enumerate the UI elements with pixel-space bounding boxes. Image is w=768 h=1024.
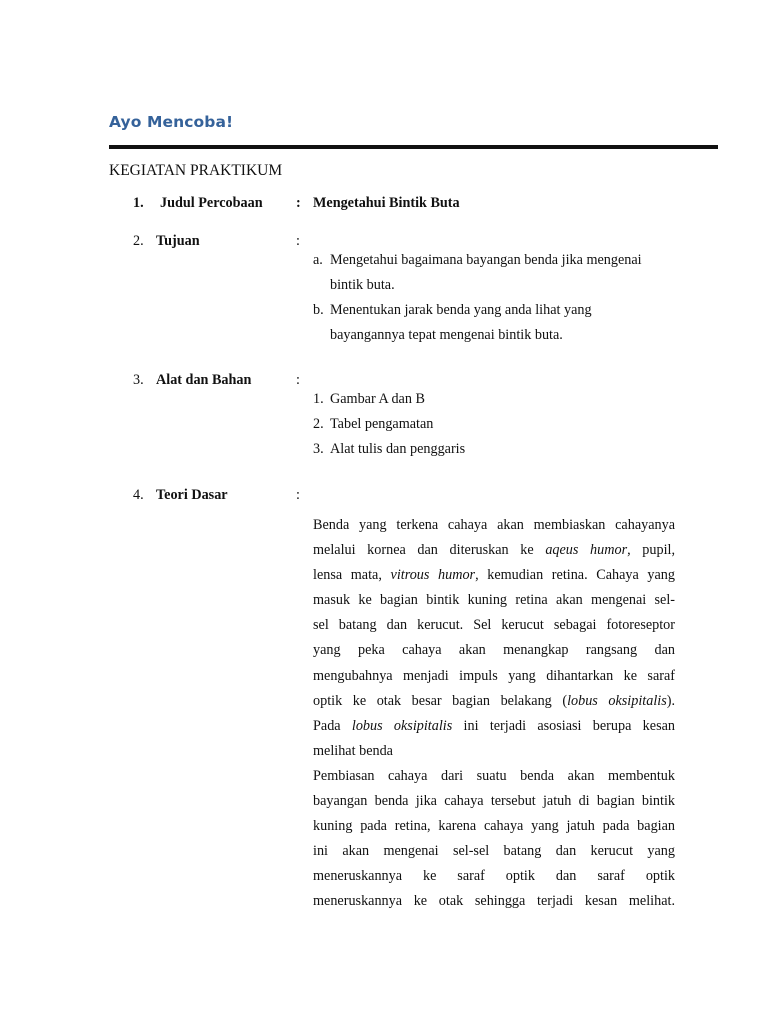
para1-line <box>313 714 675 739</box>
text-run: Pada <box>313 717 352 734</box>
para1-line: yang peka cahaya akan menangkap rangsang dan <box>313 642 675 659</box>
page-heading: Ayo Mencoba! <box>109 113 234 131</box>
para1-line: masuk ke bagian bintik kuning retina akan mengenai sel- <box>313 592 675 609</box>
italic-term: lobus oksipitalis <box>567 692 667 709</box>
text-run: , pupil, <box>627 542 676 559</box>
item-2-label: Tujuan <box>156 233 200 249</box>
theory-paragraph-1 <box>313 513 675 764</box>
para1-line <box>313 538 675 563</box>
tujuan-b-line2: bayangannya tepat mengenai bintik buta. <box>330 327 563 343</box>
text-run: melalui kornea dan diteruskan ke <box>313 542 546 559</box>
item-3-label: Alat dan Bahan <box>156 372 252 388</box>
item-2-number: 2. <box>133 233 144 249</box>
para1-line <box>313 563 675 588</box>
tujuan-marker-a: a. <box>313 252 323 268</box>
item-2-colon: : <box>296 233 300 249</box>
para2-line: meneruskannya ke otak sehingga terjadi kesan melihat. <box>313 893 675 910</box>
item-1-number: 1. <box>133 195 144 211</box>
tujuan-a-line1: Mengetahui bagaimana bayangan benda jika mengenai <box>330 252 642 268</box>
theory-paragraph-2 <box>313 764 675 915</box>
item-1-value: Mengetahui Bintik Buta <box>313 195 460 211</box>
italic-term: lobus oksipitalis <box>351 717 453 734</box>
item-1-label: Judul Percobaan <box>160 195 263 211</box>
para1-line: Benda yang terkena cahaya akan membiaskan cahayanya <box>313 517 675 533</box>
italic-term: vitrous humor <box>390 567 476 584</box>
italic-term: aqeus humor <box>545 542 628 559</box>
para1-line: mengubahnya menjadi impuls yang dihantarkan ke saraf <box>313 667 675 684</box>
tujuan-b-line1: Menentukan jarak benda yang anda lihat yang <box>330 302 592 318</box>
para1-line: sel batang dan kerucut. Sel kerucut sebagai fotoreseptor <box>313 617 675 634</box>
para1-line: melihat benda <box>313 742 393 759</box>
text-run: ini terjadi asosiasi berupa kesan <box>452 717 675 734</box>
text-run: optik ke otak besar bagian belakang ( <box>313 692 568 709</box>
tujuan-a-line2: bintik buta. <box>330 277 395 293</box>
alat-marker-2: 2. <box>313 416 324 432</box>
text-run: , kemudian retina. Cahaya yang <box>475 567 675 584</box>
alat-item-2: Tabel pengamatan <box>330 416 434 432</box>
item-4-number: 4. <box>133 487 144 503</box>
alat-item-3: Alat tulis dan penggaris <box>330 441 466 457</box>
text-run: lensa mata, <box>313 567 391 584</box>
item-4-label: Teori Dasar <box>156 487 228 503</box>
item-3-number: 3. <box>133 372 144 388</box>
para2-line: kuning pada retina, karena cahaya yang jatuh pada bagian <box>313 818 675 835</box>
text-run: ). <box>666 692 676 709</box>
item-3-colon: : <box>296 372 300 388</box>
para2-line: ini akan mengenai sel-sel batang dan kerucut yang <box>313 843 675 860</box>
para2-line: Pembiasan cahaya dari suatu benda akan membentuk <box>313 768 675 784</box>
item-4-colon: : <box>296 487 300 503</box>
tujuan-marker-b: b. <box>313 302 324 318</box>
item-1-colon: : <box>296 195 301 211</box>
alat-marker-1: 1. <box>313 391 324 407</box>
heading-divider <box>109 145 718 149</box>
section-title: KEGIATAN PRAKTIKUM <box>109 162 283 179</box>
para1-line <box>313 689 675 714</box>
para2-line: meneruskannya ke saraf optik dan saraf optik <box>313 868 675 885</box>
alat-marker-3: 3. <box>313 441 324 457</box>
alat-item-1: Gambar A dan B <box>330 391 425 407</box>
para2-line: bayangan benda jika cahaya tersebut jatuh di bagian bintik <box>313 793 675 810</box>
